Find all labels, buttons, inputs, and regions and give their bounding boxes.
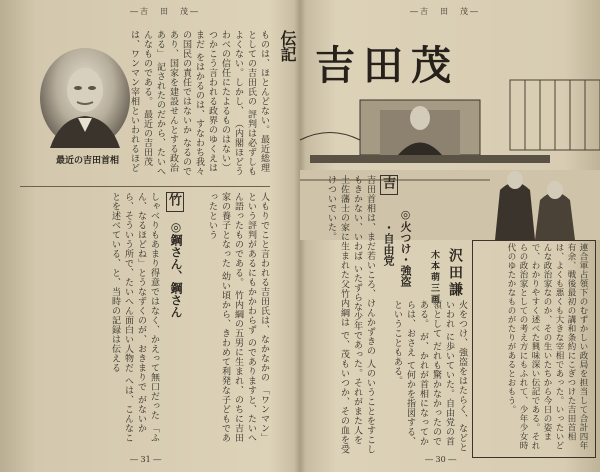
text-line: なるのであり、国家を建設せんとする政治: [168, 30, 191, 176]
series-label: 伝記: [278, 30, 297, 62]
text-line: 「ふん、なるほどね」とうなずくのが、おきまりで: [136, 192, 159, 443]
text-line: 記されたのだから、たいへんなものである。: [142, 30, 165, 176]
yoshida-portrait-photo: [40, 48, 130, 148]
text-line: だれも驚かなかったのである。: [418, 300, 441, 446]
text-line: 「ワンマン」という評判があるにもかかわらず: [246, 192, 269, 443]
text-line: 人のいうことをすこしもきかない、いわば: [352, 175, 375, 454]
text-line: て何かを指図する、ということもある。: [392, 300, 415, 446]
right-page-number: ― 30 ―: [425, 455, 457, 464]
text-line: 人もりでこと言われる吉田氏は、なかなかの: [259, 192, 269, 382]
text-line: つかこう言われる政界のゆくえはまだ: [194, 30, 217, 173]
text-line: しゃべりもあまり得意ではなく、かえって無口だった: [149, 192, 159, 420]
text-line: 土佐藩士の家に生まれた父竹内綱は: [339, 175, 349, 327]
text-line: 最近の吉田茂は、ワンマン宰相といわれるほど: [129, 30, 152, 173]
text-line: 幼い頃から、きわめて利発な子どもであったという: [207, 192, 230, 443]
heading-wanwan: ◎鋼さん、鋼さん: [169, 220, 183, 318]
left-page-number: ― 31 ―: [130, 455, 162, 464]
left-running-header: ―吉 田 茂―: [130, 7, 200, 16]
text-line: 竹内綱の五男に生まれ、のちに吉田家の養子となった: [220, 192, 243, 443]
text-line: ものは、ほとんどない。最近総理としての吉田氏の: [246, 30, 269, 173]
illustrator-credit: 木本萌三画: [429, 250, 439, 305]
text-line: が、かれが首相になってからは、おさえ: [405, 300, 428, 446]
text-line: [326, 300, 349, 446]
section-divider: [20, 186, 270, 187]
intro-summary-box: [472, 240, 596, 458]
heading-take: 竹: [166, 192, 184, 212]
heading-kichi: 吉: [380, 175, 398, 195]
right-text-lower-a: [392, 300, 468, 455]
text-line: ある」: [155, 30, 165, 59]
text-line: 評判は必ずしもよくない。しかし、: [233, 30, 256, 176]
text-line: をはかるのは、すなわち我々の国民の責任ではないか: [181, 30, 204, 176]
text-line: で、茂もいつか、その血を受けついでいた。: [326, 175, 349, 454]
text-line: へは、こんなことを述べている、と、当時の記録は伝える: [110, 192, 133, 443]
left-bottom-text-right: [190, 192, 270, 447]
text-line: がないから、そういう所で、たいへん面白い人物だ: [123, 192, 146, 433]
text-line: [365, 300, 375, 448]
left-top-text: [129, 30, 270, 180]
text-line: のでありますと、たいへん語ったものである。: [233, 192, 256, 443]
heading-jiyuto: ・自由党: [382, 222, 395, 266]
left-bottom-text-left: [20, 192, 160, 447]
text-line: （内閣ほどうわべの信任にたよるものはない）: [220, 30, 243, 176]
author-name: 沢田謙: [447, 248, 463, 299]
text-line: に歩いていた。自由党の首領として: [431, 300, 454, 446]
text-line: いたずらな少年であった。それがまた人を: [352, 263, 362, 445]
text-line: 火をつけ、強盗をはたらく、などといわれ: [444, 300, 467, 452]
photo-caption: 最近の吉田首相: [55, 156, 119, 166]
intro-summary-text: 連合軍占領下のむずかしい政局を担当して合計四年有余、戦後最初の講和条約にこぎつけた吉田首相は、よくも悪くも大きな宰相であった。いったいどんな政治家なのか、その生いたちから今日の姿まで、わかりやすく述べた興味深い伝記である。それらの政治家としての考え方にもふれて、少年少女時代のゆたかなものがたりがあるとおもう。: [506, 243, 588, 450]
text-line: 吉田首相は、まだ若いころ、けんかずきの: [365, 175, 375, 356]
right-running-header: ―吉 田 茂―: [410, 7, 480, 16]
heading-hitsuke: ◎火つけ・強盗: [399, 208, 412, 287]
article-title: 吉田茂: [315, 43, 459, 89]
portrait-figure: [40, 48, 130, 148]
